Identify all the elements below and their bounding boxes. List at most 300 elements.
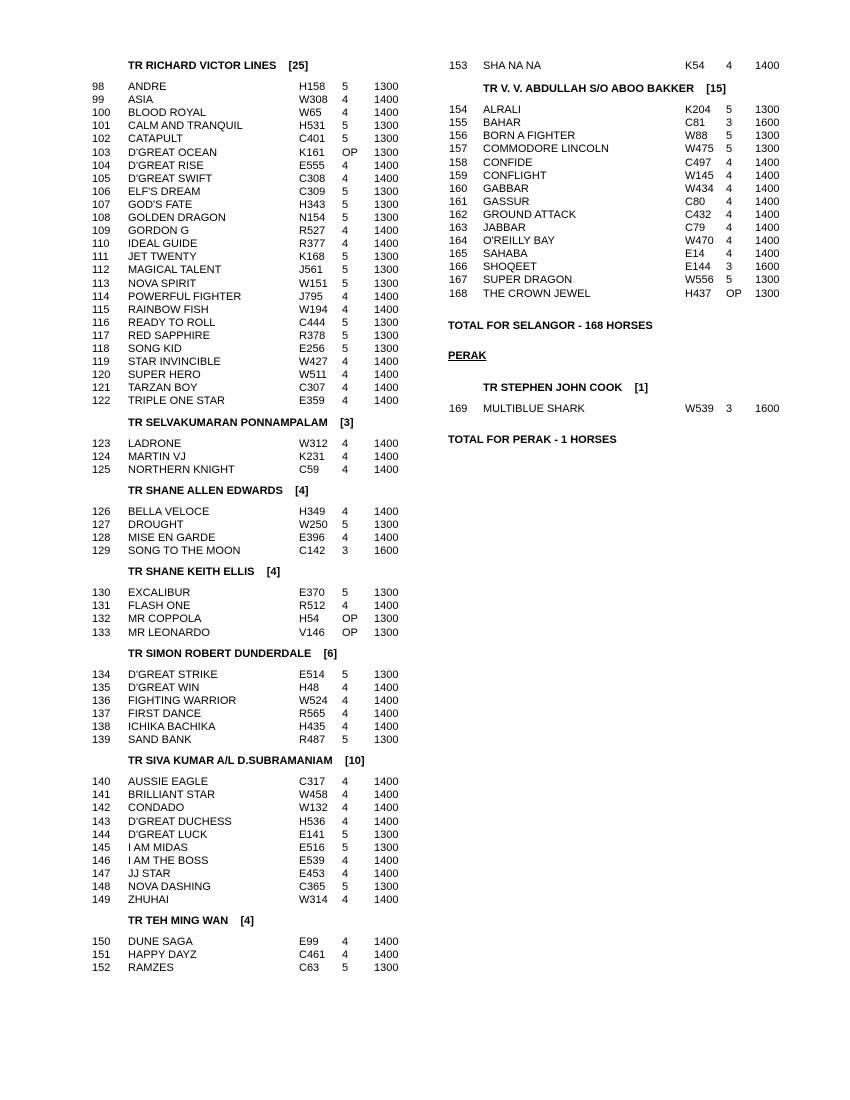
horse-age: 4 [342, 936, 349, 949]
horse-number: 101 [92, 120, 111, 133]
horse-name: GROUND ATTACK [483, 208, 577, 221]
horse-age: 4 [342, 894, 349, 907]
horse-name: HAPPY DAYZ [128, 949, 197, 962]
horse-code: C63 [299, 962, 320, 975]
horse-distance: 1300 [374, 185, 399, 198]
horse-code: C307 [299, 382, 326, 395]
horse-number: 98 [92, 81, 105, 93]
horse-code: W314 [299, 894, 328, 907]
horse-distance: 1400 [374, 463, 399, 476]
horse-name: D'GREAT WIN [128, 681, 200, 694]
horse-name: TARZAN BOY [128, 382, 198, 395]
horse-number: 151 [92, 949, 111, 962]
horse-distance: 1400 [755, 182, 780, 195]
horse-code: C142 [299, 545, 326, 558]
horse-distance: 1400 [374, 532, 399, 544]
horse-distance: 1400 [374, 107, 399, 120]
horse-name: ALRALI [483, 104, 521, 117]
horse-number: 165 [449, 248, 468, 261]
horse-name: MULTIBLUE SHARK [483, 402, 585, 415]
horse-code: W194 [299, 303, 328, 316]
horse-distance: 1400 [374, 854, 399, 867]
horse-code: R487 [299, 734, 326, 747]
horse-code: C308 [299, 172, 326, 185]
horse-age: 5 [726, 274, 733, 287]
horse-distance: 1400 [374, 694, 399, 707]
horse-code: E555 [299, 159, 325, 172]
horse-number: 128 [92, 532, 111, 544]
horse-age: 4 [342, 369, 349, 382]
horse-name: STAR INVINCIBLE [128, 356, 221, 369]
horse-age: 3 [726, 261, 733, 274]
horse-distance: 1300 [374, 626, 399, 639]
horse-age: 4 [726, 235, 733, 248]
horse-code: H349 [299, 505, 326, 518]
horse-number: 125 [92, 463, 111, 476]
horse-code: C80 [685, 195, 706, 208]
horse-number: 123 [92, 437, 111, 450]
horse-name: BRILLIANT STAR [128, 789, 216, 802]
horse-name: JET TWENTY [128, 251, 197, 264]
horse-code: C432 [685, 208, 712, 221]
horse-code: E144 [685, 261, 711, 274]
horse-distance: 1400 [755, 195, 780, 208]
horse-code: H531 [299, 120, 326, 133]
horse-name: CALM AND TRANQUIL [128, 120, 243, 133]
horse-age: 4 [342, 789, 349, 802]
horse-name: BELLA VELOCE [128, 505, 210, 518]
trainer-name: TR SELVAKUMARAN PONNAMPALAM [128, 416, 328, 429]
horse-code: W88 [685, 130, 708, 143]
horse-age: 4 [342, 505, 349, 518]
horse-distance: 1300 [374, 734, 399, 747]
horse-code: H437 [685, 287, 712, 300]
horse-name: BLOOD ROYAL [128, 107, 207, 120]
horse-age: 4 [342, 694, 349, 707]
horse-code: W475 [685, 143, 714, 156]
horse-number: 138 [92, 721, 111, 733]
horse-number: 107 [92, 198, 111, 211]
horse-code: W312 [299, 437, 328, 450]
horse-name: CONFLIGHT [483, 169, 547, 182]
horse-age: 4 [726, 169, 733, 182]
horse-name: NORTHERN KNIGHT [128, 463, 235, 476]
trainer-name: TR V. V. ABDULLAH S/O ABOO BAKKER [483, 83, 695, 96]
horse-age: 4 [342, 225, 349, 238]
horse-number: 105 [92, 172, 111, 185]
horse-number: 141 [92, 789, 111, 802]
horse-age: 5 [342, 81, 349, 93]
horse-distance: 1600 [755, 117, 780, 130]
horse-distance: 1400 [374, 395, 399, 408]
horse-number: 117 [92, 329, 110, 342]
horse-number: 127 [92, 518, 111, 531]
trainer-horse-count: [4] [295, 484, 309, 497]
horse-distance: 1400 [374, 225, 399, 238]
trainer-horse-count: [15] [706, 83, 726, 96]
horse-age: 5 [726, 130, 733, 143]
horse-number: 169 [449, 402, 468, 415]
horse-number: 104 [92, 159, 111, 172]
trainer-heading [128, 417, 354, 430]
horse-name: BORN A FIGHTER [483, 130, 576, 143]
horse-number: 153 [449, 60, 468, 72]
horse-code: W308 [299, 94, 328, 107]
horse-code: H54 [299, 613, 320, 626]
horse-name: FIGHTING WARRIOR [128, 694, 237, 707]
horse-name: D'GREAT RISE [128, 159, 204, 172]
horse-name: RED SAPPHIRE [128, 329, 210, 342]
trainer-name: TR RICHARD VICTOR LINES [128, 60, 277, 72]
horse-number: 120 [92, 369, 111, 382]
horse-code: E539 [299, 854, 325, 867]
horse-name: GASSUR [483, 195, 530, 208]
horse-age: 3 [342, 545, 349, 558]
horse-distance: 1400 [374, 172, 399, 185]
horse-name: MARTIN VJ [128, 450, 186, 463]
horse-number: 143 [92, 815, 111, 828]
horse-age: 4 [342, 463, 349, 476]
horse-age: 4 [342, 854, 349, 867]
horse-distance: 1600 [374, 545, 399, 558]
horse-name: ICHIKA BACHIKA [128, 721, 216, 733]
horse-number: 146 [92, 854, 111, 867]
horse-age: 4 [726, 222, 733, 234]
horse-distance: 1300 [374, 120, 399, 133]
horse-distance: 1300 [755, 143, 780, 156]
horse-number: 131 [92, 600, 111, 613]
horse-name: GABBAR [483, 182, 529, 195]
horse-name: I AM MIDAS [128, 841, 188, 854]
horse-number: 147 [92, 867, 111, 880]
horse-name: FIRST DANCE [128, 707, 202, 720]
horse-distance: 1400 [374, 707, 399, 720]
horse-number: 164 [449, 235, 468, 248]
horse-name: IDEAL GUIDE [128, 238, 198, 251]
horse-age: 4 [342, 290, 349, 303]
horse-number: 148 [92, 881, 111, 893]
horse-code: R512 [299, 600, 326, 613]
horse-code: J561 [299, 264, 323, 277]
horse-name: MR COPPOLA [128, 613, 202, 626]
horse-distance: 1400 [374, 815, 399, 828]
horse-number: 154 [449, 104, 468, 117]
horse-distance: 1400 [374, 303, 399, 316]
horse-code: C79 [685, 222, 706, 234]
horse-name: RAMZES [128, 962, 174, 975]
horse-distance: 1300 [374, 316, 399, 329]
horse-age: OP [342, 146, 358, 159]
horse-name: GORDON G [128, 225, 190, 238]
horse-code: E359 [299, 395, 325, 408]
horse-number: 150 [92, 936, 111, 949]
horse-age: 4 [726, 248, 733, 261]
horse-number: 109 [92, 225, 111, 238]
horse-distance: 1400 [374, 681, 399, 694]
trainer-heading [128, 648, 337, 661]
horse-code: W434 [685, 182, 714, 195]
horse-number: 158 [449, 156, 468, 169]
horse-number: 112 [92, 264, 110, 277]
horse-age: 4 [342, 107, 349, 120]
horse-age: 5 [342, 277, 349, 290]
horse-number: 115 [92, 303, 110, 316]
horse-number: 168 [449, 287, 468, 300]
horse-distance: 1300 [374, 962, 399, 975]
horse-code: W65 [299, 107, 322, 120]
horse-distance: 1300 [374, 251, 399, 264]
trainer-horse-count: [4] [240, 915, 254, 928]
horse-name: MR LEONARDO [128, 626, 210, 639]
horse-name: O'REILLY BAY [483, 235, 555, 248]
horse-age: 5 [342, 962, 349, 975]
horse-age: 4 [342, 395, 349, 408]
horse-number: 118 [92, 343, 110, 355]
horse-name: FLASH ONE [128, 600, 191, 613]
trainer-name: TR SIMON ROBERT DUNDERDALE [128, 647, 312, 660]
horse-age: 4 [342, 721, 349, 733]
horse-age: 5 [726, 143, 733, 156]
horse-age: 5 [342, 587, 349, 600]
trainer-heading [483, 83, 726, 96]
horse-age: 4 [342, 802, 349, 815]
horse-number: 159 [449, 169, 468, 182]
horse-distance: 1400 [374, 290, 399, 303]
horse-age: 4 [342, 94, 349, 107]
horse-number: 100 [92, 107, 111, 120]
horse-name: SUPER HERO [128, 369, 201, 382]
horse-name: BAHAR [483, 117, 521, 130]
horse-name: SHOQEET [483, 261, 537, 274]
horse-number: 144 [92, 828, 111, 841]
horse-code: W145 [685, 169, 714, 182]
horse-distance: 1400 [755, 222, 780, 234]
horse-name: CATAPULT [128, 133, 184, 146]
horse-code: W250 [299, 518, 328, 531]
horse-code: E256 [299, 343, 325, 355]
horse-name: EXCALIBUR [128, 587, 191, 600]
horse-distance: 1600 [755, 261, 780, 274]
trainer-horse-count: [3] [340, 416, 354, 429]
horse-name: JABBAR [483, 222, 526, 234]
horse-code: H536 [299, 815, 326, 828]
horse-code: C309 [299, 185, 326, 198]
horse-number: 135 [92, 681, 111, 694]
horse-code: K161 [299, 146, 325, 159]
horse-number: 99 [92, 94, 105, 107]
horse-name: THE CROWN JEWEL [483, 287, 591, 300]
trainer-name: TR STEPHEN JOHN COOK [483, 381, 623, 394]
region-perak: PERAK [448, 349, 487, 362]
horse-age: OP [342, 613, 358, 626]
horse-age: 4 [726, 60, 733, 72]
horse-code: C401 [299, 133, 326, 146]
total-selangor: TOTAL FOR SELANGOR - 168 HORSES [448, 319, 653, 332]
horse-name: SUPER DRAGON [483, 274, 573, 287]
horse-distance: 1300 [374, 881, 399, 893]
horse-number: 156 [449, 130, 468, 143]
horse-distance: 1300 [374, 841, 399, 854]
horse-number: 121 [92, 382, 111, 395]
horse-age: 4 [342, 356, 349, 369]
horse-code: E14 [685, 248, 705, 261]
horse-age: 4 [726, 182, 733, 195]
trainer-horse-count: [1] [634, 381, 649, 394]
horse-code: W458 [299, 789, 328, 802]
horse-code: C461 [299, 949, 326, 962]
horse-name: ANDRE [128, 81, 167, 93]
trainer-horse-count: [4] [266, 566, 281, 579]
horse-age: 4 [342, 303, 349, 316]
horse-age: OP [726, 287, 742, 300]
horse-name: D'GREAT DUCHESS [128, 815, 232, 828]
trainer-name: TR SHANE ALLEN EDWARDS [128, 484, 283, 497]
horse-number: 160 [449, 182, 468, 195]
horse-name: DROUGHT [128, 518, 184, 531]
horse-code: E370 [299, 587, 325, 600]
horse-distance: 1300 [374, 668, 399, 681]
horse-name: READY TO ROLL [128, 316, 216, 329]
horse-code: R527 [299, 225, 326, 238]
total-perak: TOTAL FOR PERAK - 1 HORSES [448, 433, 617, 446]
horse-age: 5 [342, 316, 349, 329]
horse-age: 5 [342, 264, 349, 277]
trainer-heading [128, 915, 254, 928]
horse-number: 140 [92, 776, 111, 789]
horse-age: 5 [342, 668, 349, 681]
horse-code: W524 [299, 694, 328, 707]
horse-code: J795 [299, 290, 323, 303]
horse-distance: 1400 [374, 94, 399, 107]
horse-name: DUNE SAGA [128, 936, 193, 949]
horse-code: C365 [299, 881, 326, 893]
horse-age: 5 [342, 881, 349, 893]
horse-distance: 1300 [755, 104, 780, 117]
horse-distance: 1300 [374, 212, 399, 224]
horse-number: 133 [92, 626, 111, 639]
horse-age: 4 [342, 867, 349, 880]
horse-distance: 1400 [374, 505, 399, 518]
horse-distance: 1400 [755, 235, 780, 248]
horse-distance: 1400 [374, 894, 399, 907]
horse-name: CONDADO [128, 802, 185, 815]
horse-code: H343 [299, 198, 326, 211]
trainer-horse-count: [25] [288, 60, 309, 72]
horse-distance: 1300 [374, 329, 399, 342]
horse-name: D'GREAT LUCK [128, 828, 208, 841]
horse-number: 152 [92, 962, 111, 975]
horse-number: 149 [92, 894, 111, 907]
trainer-heading [128, 60, 308, 73]
horse-distance: 1400 [755, 169, 780, 182]
horse-name: POWERFUL FIGHTER [128, 290, 242, 303]
horse-number: 129 [92, 545, 111, 558]
horse-number: 137 [92, 707, 111, 720]
horse-age: 5 [342, 518, 349, 531]
horse-distance: 1400 [374, 776, 399, 789]
horse-age: 3 [726, 117, 733, 130]
horse-name: CONFIDE [483, 156, 533, 169]
trainer-heading [128, 566, 280, 579]
horse-age: 4 [726, 195, 733, 208]
horse-name: AUSSIE EAGLE [128, 776, 209, 789]
horse-distance: 1600 [755, 402, 780, 415]
horse-code: W470 [685, 235, 714, 248]
horse-name: SONG TO THE MOON [128, 545, 241, 558]
horse-age: 3 [726, 402, 733, 415]
horse-name: RAINBOW FISH [128, 303, 209, 316]
horse-code: E99 [299, 936, 319, 949]
horse-age: 4 [726, 156, 733, 169]
horse-name: NOVA SPIRIT [128, 277, 197, 290]
horse-number: 134 [92, 668, 111, 681]
horse-code: C59 [299, 463, 320, 476]
horse-code: R377 [299, 238, 326, 251]
trainer-name: TR SHANE KEITH ELLIS [128, 566, 255, 579]
horse-number: 102 [92, 133, 111, 146]
horse-name: NOVA DASHING [128, 881, 211, 893]
horse-distance: 1400 [374, 936, 399, 949]
horse-distance: 1400 [374, 949, 399, 962]
horse-number: 157 [449, 143, 468, 156]
horse-distance: 1400 [374, 159, 399, 172]
horse-distance: 1400 [374, 600, 399, 613]
horse-name: LADRONE [128, 437, 182, 450]
horse-name: SONG KID [128, 343, 182, 355]
horse-number: 110 [92, 238, 110, 251]
horse-distance: 1400 [374, 721, 399, 733]
horse-code: C444 [299, 316, 326, 329]
horse-code: W427 [299, 356, 328, 369]
horse-number: 161 [449, 195, 468, 208]
horse-code: V146 [299, 626, 325, 639]
horse-name: GOD'S FATE [128, 198, 193, 211]
horse-code: K168 [299, 251, 325, 264]
horse-age: 4 [342, 437, 349, 450]
horse-age: 4 [342, 949, 349, 962]
horse-distance: 1300 [374, 587, 399, 600]
horse-distance: 1300 [374, 81, 399, 93]
horse-number: 122 [92, 395, 111, 408]
horse-distance: 1300 [755, 274, 780, 287]
horse-age: 4 [342, 600, 349, 613]
horse-name: ZHUHAI [128, 894, 169, 907]
horse-distance: 1400 [374, 450, 399, 463]
horse-distance: 1400 [755, 248, 780, 261]
horse-code: E396 [299, 532, 325, 544]
trainer-heading [128, 755, 365, 768]
horse-name: MISE EN GARDE [128, 532, 216, 544]
horse-name: SAND BANK [128, 734, 192, 747]
horse-distance: 1400 [374, 238, 399, 251]
horse-distance: 1400 [755, 60, 780, 72]
horse-number: 126 [92, 505, 111, 518]
horse-code: H158 [299, 81, 326, 93]
horse-name: SHA NA NA [483, 60, 542, 72]
horse-age: 4 [342, 238, 349, 251]
horse-age: 4 [342, 382, 349, 395]
horse-number: 106 [92, 185, 111, 198]
horse-code: E141 [299, 828, 325, 841]
horse-distance: 1400 [374, 369, 399, 382]
horse-code: E514 [299, 668, 325, 681]
horse-number: 114 [92, 290, 110, 303]
horse-name: GOLDEN DRAGON [128, 212, 226, 224]
horse-age: 5 [342, 734, 349, 747]
horse-code: K204 [685, 104, 711, 117]
horse-distance: 1400 [755, 156, 780, 169]
trainer-heading [483, 382, 648, 395]
